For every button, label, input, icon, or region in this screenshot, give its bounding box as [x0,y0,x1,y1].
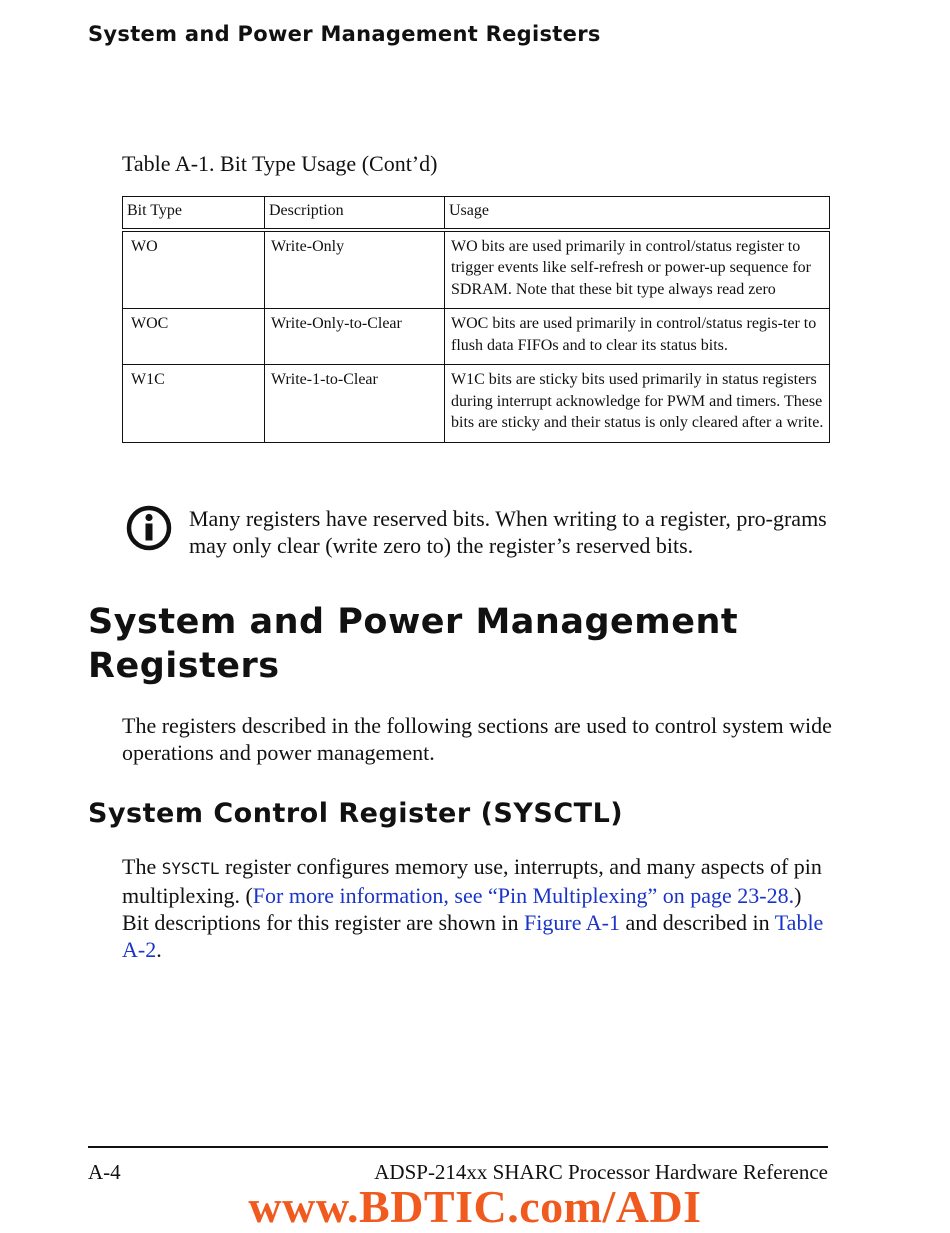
column-header-bit-type: Bit Type [123,197,265,230]
paragraph-text: . [156,937,162,962]
cell-description: Write-1-to-Clear [265,365,445,443]
paragraph-text: and described in [620,910,775,935]
table-row [123,365,830,443]
cell-bit-type: WOC [123,309,265,365]
table-a2-link[interactable]: Table A-2 [122,910,824,962]
cell-bit-type: W1C [123,365,265,443]
paragraph-text: register configures memory use, interrupts, and many aspects of pin multiplexing. ( [122,854,822,908]
cell-bit-type: WO [123,230,265,309]
table-header-row [123,197,830,230]
pin-multiplexing-link[interactable]: For more information, see “Pin Multiplexing” on page 23-28. [252,883,795,908]
subsection-heading: System Control Register (SYSCTL) [88,798,624,829]
cell-usage: W1C bits are sticky bits used primarily in status registers during interrupt acknowledge for PWM and timers. These bits are sticky and their status is only cleared after a write. [445,365,830,443]
register-name: SYSCTL [161,859,220,878]
book-title: ADSP-214xx SHARC Processor Hardware Reference [374,1160,828,1184]
info-icon [126,505,172,551]
page-number: A-4 [88,1160,121,1184]
cell-usage: WOC bits are used primarily in control/status regis-ter to flush data FIFOs and to clear its status bits. [445,309,830,365]
column-header-description: Description [265,197,445,230]
cell-usage: WO bits are used primarily in control/status register to trigger events like self-refresh or power-up sequence for SDRAM. Note that these bit type always read zero [445,230,830,309]
cell-description: Write-Only [265,230,445,309]
running-header-title: System and Power Management Registers [88,22,601,46]
column-header-usage: Usage [445,197,830,230]
bit-type-table [122,196,830,443]
sysctl-paragraph [122,853,832,963]
paragraph-text: The [122,854,162,879]
note-text: Many registers have reserved bits. When writing to a register, pro-grams may only clear (write zero to) the register’s reserved bits. [189,506,827,558]
footer-divider [88,1146,828,1148]
cell-description: Write-Only-to-Clear [265,309,445,365]
watermark-url[interactable]: www.BDTIC.com/ADI [248,1181,702,1232]
section-intro-paragraph: The registers described in the following sections are used to control system wide operations and power management. [122,713,832,765]
paragraph-text: ) Bit descriptions for this register are shown in [122,883,802,935]
figure-a1-link[interactable]: Figure A-1 [524,910,620,935]
table-row [123,309,830,365]
table-row [123,230,830,309]
table-caption: Table A-1. Bit Type Usage (Cont’d) [122,151,438,176]
section-heading: System and Power Management Registers [88,602,739,686]
